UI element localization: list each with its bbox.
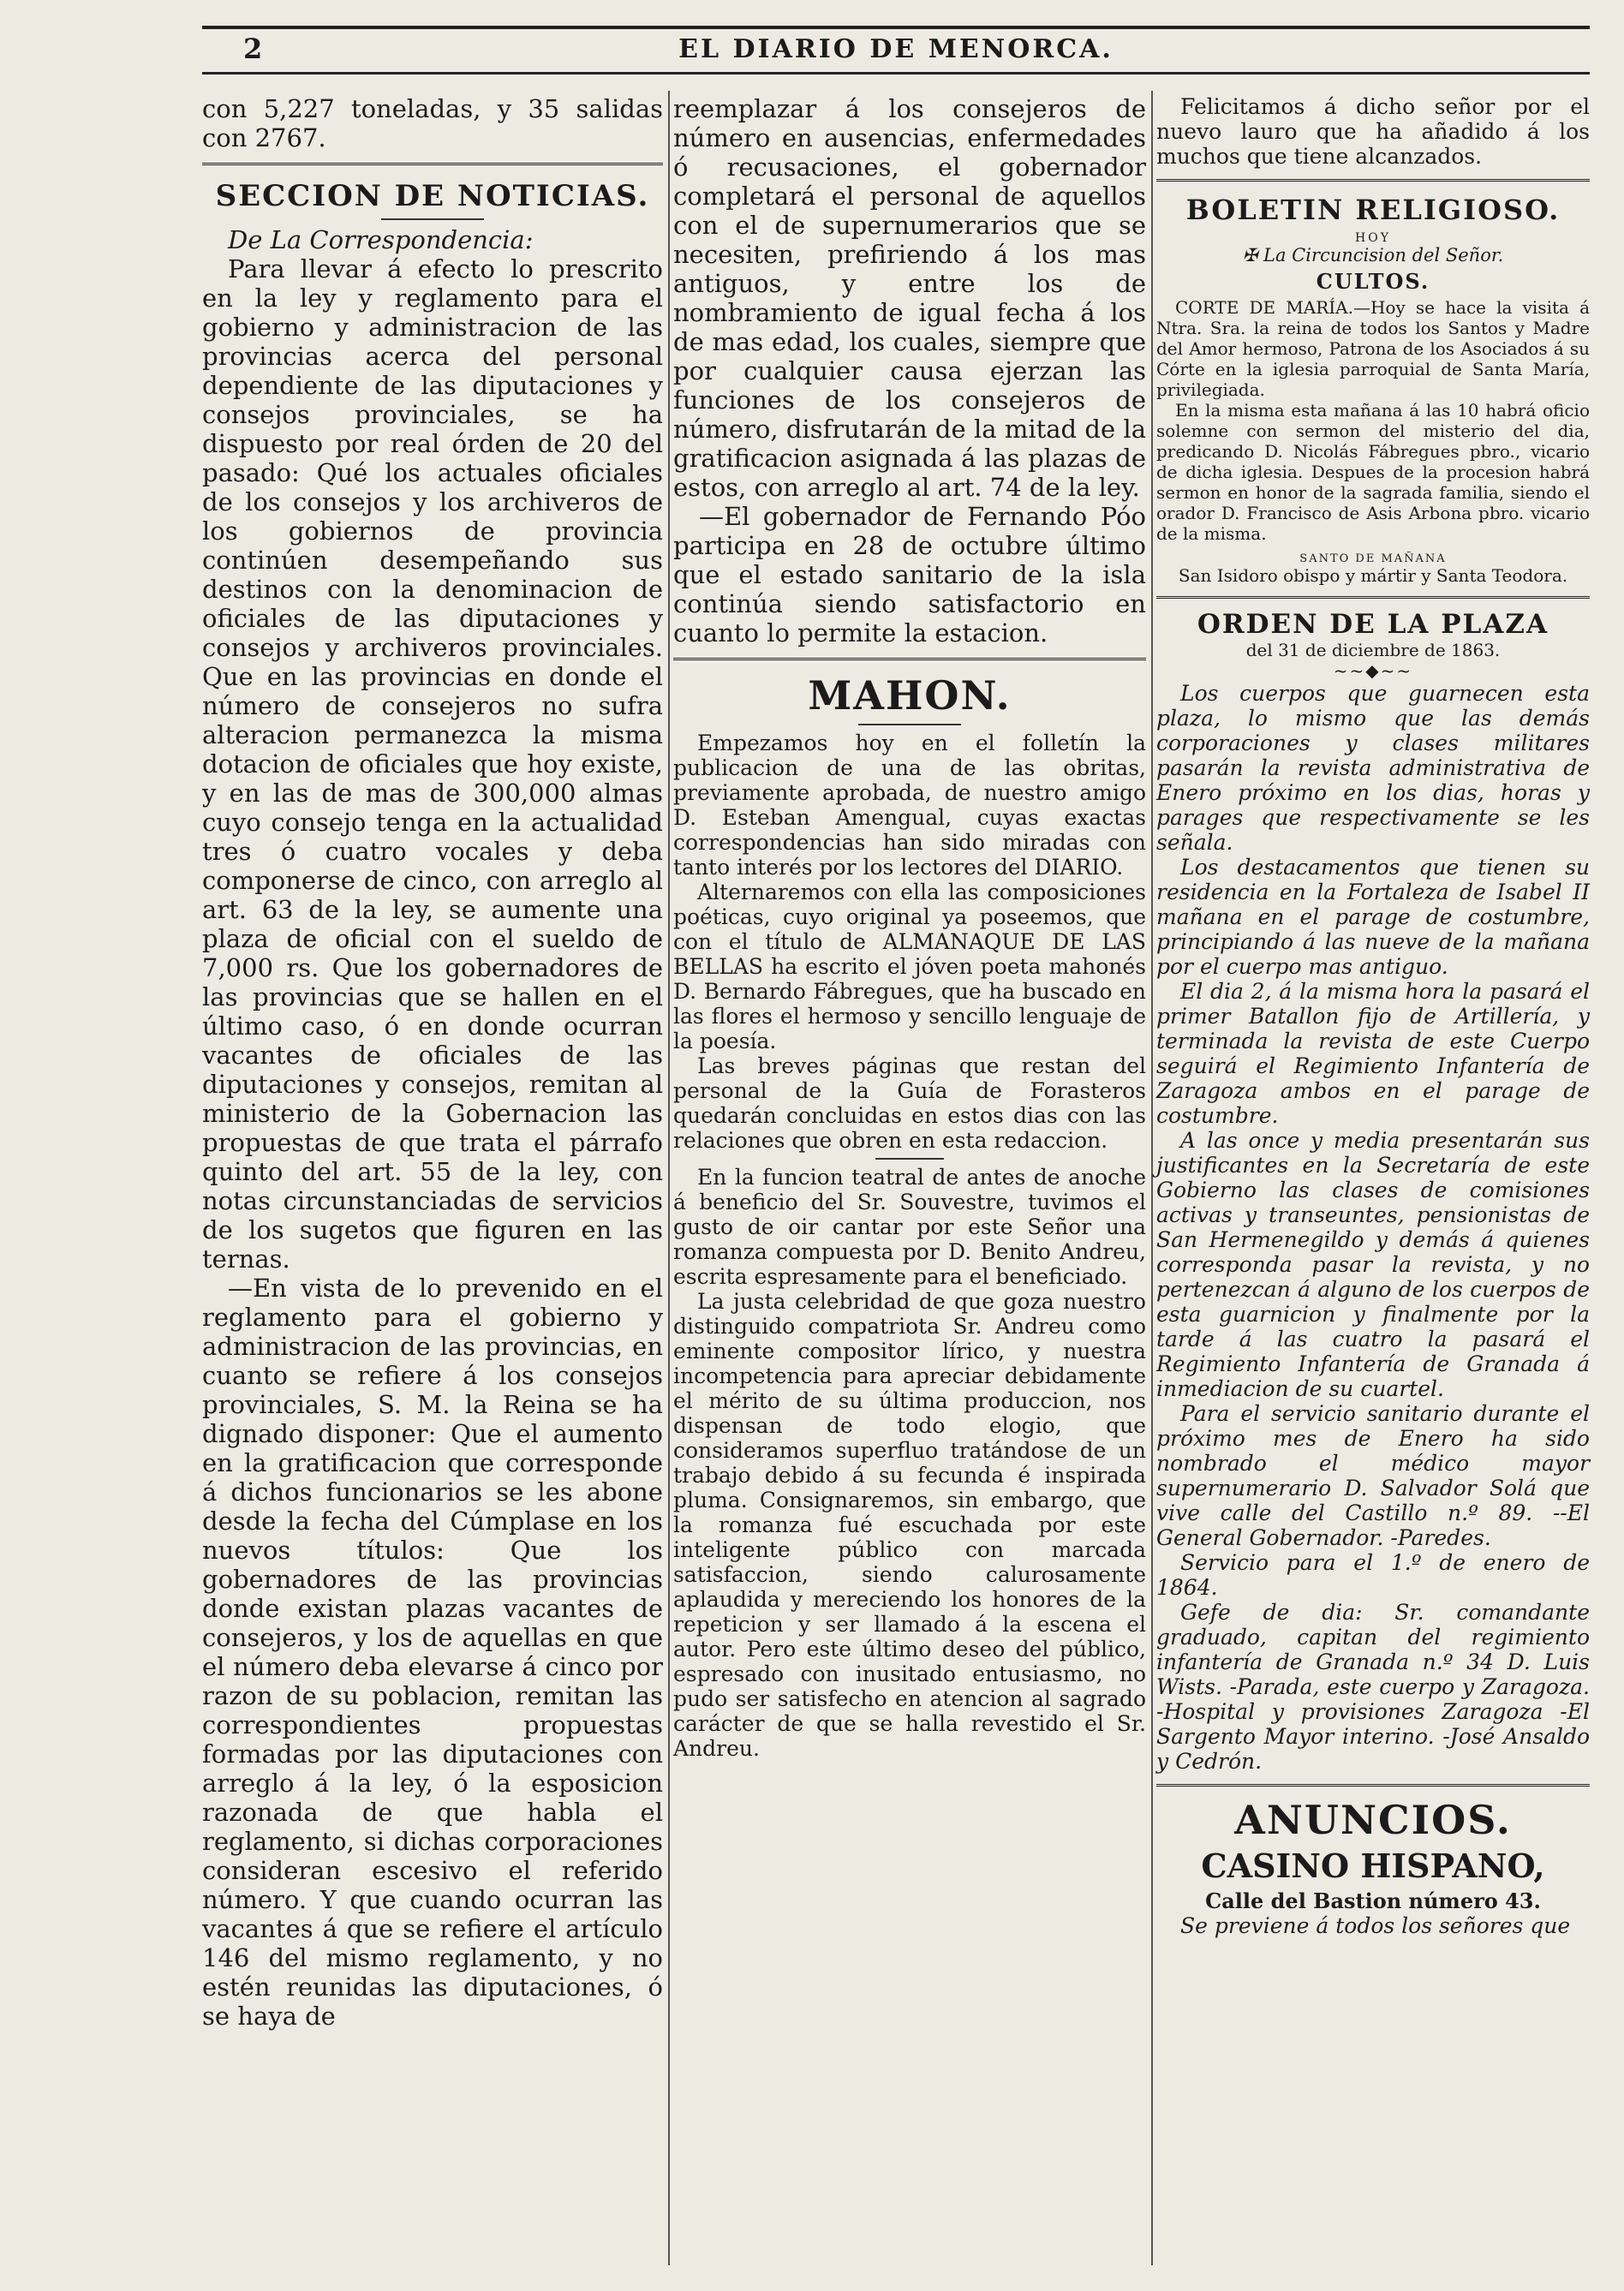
- col3-rule-1: [1156, 179, 1590, 182]
- masthead-title: EL DIARIO DE MENORCA.: [678, 34, 1114, 64]
- col2-body-bottom: [673, 731, 1146, 1761]
- page-header: [202, 15, 1590, 65]
- column-divider-1: [668, 91, 670, 2265]
- col2-paragraph-5: Las breves páginas que restan del personal de la Guía de Forasteros quedarán concluidas en estos dias con las relaciones que obren en esta redaccion.: [673, 1053, 1146, 1153]
- column-1: [202, 94, 663, 2031]
- anuncios-title: ANUNCIOS.: [1234, 1797, 1512, 1843]
- cultos-title: CULTOS.: [1316, 269, 1430, 294]
- orden-paragraph-6: Servicio para el 1.º de enero de 1864.: [1156, 1550, 1590, 1600]
- column-2: [673, 94, 1146, 1761]
- anuncio-body: [1156, 1913, 1590, 1938]
- cultos-body: [1156, 297, 1590, 544]
- orden-paragraph-4: A las once y media presentarán sus justificantes en la Secretaría de este Gobierno las clases de comisiones activas y transeuntes, pensionistas de San Hermenegildo y demás á quienes corresponda pasar la revista, y no pertenezcan á alguno de los cuerpos de esta guarnicion y finalmente por la tarde á las cuatro la pasará el Regimiento Infantería de Granada á inmediacion de su cuartel.: [1156, 1128, 1590, 1401]
- col2-rule: [673, 658, 1146, 660]
- orden-title: ORDEN DE LA PLAZA: [1197, 609, 1549, 640]
- column-3: [1156, 94, 1590, 1938]
- orden-body: [1156, 681, 1590, 1774]
- col2-paragraph-6: En la funcion teatral de antes de anoche á beneficio del Sr. Souvestre, tuvimos el gusto de oir cantar por este Señor una romanza compuesta por D. Benito Andreu, escrita espresamente para el beneficiado.: [673, 1165, 1146, 1289]
- col1-rule: [202, 163, 663, 165]
- orden-date: del 31 de diciembre de 1863.: [1245, 640, 1501, 660]
- col2-paragraph-3: Empezamos hoy en el folletín la publicacion de una de las obritas, previamente aprobada, de nuestro amigo D. Esteban Amengual, cuyas exactas correspondencias han sido miradas con tanto interés por los lectores del DIARIO.: [673, 731, 1146, 880]
- orden-paragraph-2: Los destacamentos que tienen su residencia en la Fortaleza de Isabel II mañana en el parage de costumbre, principiando á las nueve de la mañana por el cuerpo mas antiguo.: [1156, 855, 1590, 979]
- col2-paragraph-4: Alternaremos con ella las composiciones poéticas, cuyo original ya poseemos, que con el título de ALMANAQUE DE LAS BELLAS ha escrito el jóven poeta mahonés D. Bernardo Fábregues, que ha buscado en las flores el hermoso y sencillo lenguaje de la poesía.: [673, 880, 1146, 1053]
- col1-paragraph-2: —En vista de lo prevenido en el reglamento para el gobierno y administracion de las provincias, en cuanto se refiere á los consejos provinciales, S. M. la Reina se ha dignado disponer: Que el aumento en la gratificacion que corresponde á dichos funcionarios se les abone desde la fecha del Cúmplase en los nuevos títulos: Que los gobernadores de las provincias donde existan plazas vacantes de consejeros, y los de aquellas en que el número deba elevarse á cinco por razon de su poblacion, remitan las correspondientes propuestas formadas por las diputaciones con arreglo á la ley, ó la esposicion razonada de que habla el reglamento, si dichas corporaciones consideran escesivo el referido número. Y que cuando ocurran las vacantes á que se refiere el artículo 146 del mismo reglamento, y no estén reunidas las diputaciones, ó se haya de: [202, 1274, 663, 2031]
- col1-top-paragraph: con 5,227 toneladas, y 35 salidas con 2767.: [202, 94, 663, 152]
- cultos-paragraph-1: CORTE DE MARÍA.—Hoy se hace la visita á Ntra. Sra. la reina de todos los Santos y Madre del Amor hermoso, Patrona de los Asociados á su Córte en la iglesia parroquial de Santa María, privilegiada.: [1156, 297, 1590, 400]
- mahon-title: MAHON.: [808, 672, 1012, 719]
- cross-icon: ✠: [1242, 245, 1264, 265]
- col2-divider: [875, 1158, 944, 1160]
- anuncio-paragraph: Se previene á todos los señores que: [1180, 1913, 1571, 1938]
- circuncision-text: La Circuncision del Señor.: [1263, 245, 1504, 265]
- col2-paragraph-1: reemplazar á los consejeros de número en ausencias, enfermedades ó recusaciones, el gobernador completará el personal de aquellos con el de supernumerarios que se necesiten, prefiriendo á los mas antiguos, y entre los de nombramiento de igual fecha á los de mas edad, los cuales, siempre que por cualquier causa ejerzan las funciones de los consejeros de número, disfrutarán de la mitad de la gratificacion asignada á las plazas de estos, con arreglo al art. 74 de la ley.: [673, 94, 1146, 502]
- orden-paragraph-7: Gefe de dia: Sr. comandante graduado, capitan del regimiento infantería de Granada n.º 34 D. Luis Wists. -Parada, este cuerpo y Zaragoza. -Hospital y provisiones Zaragoza -El Sargento Mayor interino. -José Ansaldo y Cedrón.: [1156, 1600, 1590, 1774]
- boletin-title: BOLETIN RELIGIOSO.: [1185, 194, 1561, 226]
- page-number: 2: [243, 33, 263, 65]
- cultos-paragraph-2: En la misma esta mañana á las 10 habrá oficio solemne con sermon del misterio del dia, predicando D. Nicolás Fábregues pbro., vicario de dicha iglesia. Despues de la procesion habrá sermon en honor de la sagrada familia, siendo el orador D. Francisco de Asis Arbona pbro. vicario de la misma.: [1156, 400, 1590, 544]
- col2-paragraph-2: —El gobernador de Fernando Póo participa en 28 de octubre último que el estado sanitario de la isla continúa siendo satisfactorio en cuanto lo permite la estacion.: [673, 502, 1146, 647]
- col2-paragraph-7: La justa celebridad de que goza nuestro distinguido compatriota Sr. Andreu como eminente compositor lírico, y nuestra incompetencia para apreciar debidamente el mérito de su última produccion, nos dispensan de todo elogio, que consideramos superfluo tratándose de un trabajo debido á su fecunda é inspirada pluma. Consignaremos, sin embargo, que la romanza fué escuchada por este inteligente público con marcada satisfaccion, siendo calurosamente aplaudida y mereciendo los honores de la repeticion y ser llamado á la escena el autor. Pero este último deseo del público, espresado con inusitado entusiasmo, no pudo ser satisfecho en atencion al sagrado carácter de que se halla revestido el Sr. Andreu.: [673, 1289, 1146, 1761]
- col3-paragraph-1: Felicitamos á dicho señor por el nuevo lauro que ha añadido á los muchos que tiene alcanzados.: [1156, 94, 1590, 169]
- col2-short-rule: [858, 724, 961, 725]
- santo-text: San Isidoro obispo y mártir y Santa Teodora.: [1178, 565, 1568, 586]
- orden-paragraph-5: Para el servicio sanitario durante el próximo mes de Enero ha sido nombrado el médico mayor supernumerario D. Salvador Solá que vive calle del Castillo n.º 89. --El General Gobernador. -Paredes.: [1156, 1401, 1590, 1550]
- col1-top-text: [202, 94, 663, 152]
- seccion-noticias-title: SECCION DE NOTICIAS.: [215, 179, 650, 213]
- col3-top: [1156, 94, 1590, 169]
- orden-flourish: ~~◆~~: [1333, 660, 1413, 681]
- col1-paragraph-1: Para llevar á efecto lo prescrito en la ley y reglamento para el gobierno y administracion de las provincias acerca del personal dependiente de las diputaciones y consejos provinciales, se ha dispuesto por real órden de 20 del pasado: Qué los actuales oficiales de los consejos y los archiveros de los gobiernos de provincia continúen desempeñando sus destinos con la denominacion de oficiales de las diputaciones y consejos y archiveros provinciales. Que en las provincias en donde el número de consejeros no sufra alteracion permanezca la misma dotacion de oficiales que hoy existe, y en las de mas de 300,000 almas cuyo consejo tenga en la actualidad tres ó cuatro vocales y deba componerse de cinco, con arreglo al art. 63 de la ley, se aumente una plaza de oficial con el sueldo de 7,000 rs. Que los gobernadores de las provincias que se hallen en el último caso, ó en donde ocurran vacantes de oficiales de las diputaciones y consejos, remitan al ministerio de la Gobernacion las propuestas de que trata el párrafo quinto del art. 55 de la ley, con notas circunstanciadas de servicios de los sugetos que figuren en las ternas.: [202, 254, 663, 1274]
- col3-rule-3: [1156, 1784, 1590, 1787]
- santo-title: SANTO DE MAÑANA: [1299, 552, 1447, 565]
- header-top-rule: [202, 26, 1590, 29]
- casino-title: CASINO HISPANO,: [1201, 1847, 1545, 1885]
- source-line: De La Correspondencia:: [228, 225, 534, 254]
- orden-paragraph-3: El dia 2, á la misma hora la pasará el primer Batallon fijo de Artillería, y terminada la revista de este Cuerpo seguirá el Regimiento Infantería de Zaragoza ambos en el parage de costumbre.: [1156, 979, 1590, 1128]
- hoy-label: HOY: [1355, 231, 1391, 245]
- column-divider-2: [1151, 91, 1153, 2265]
- circuncision-line: [1156, 245, 1590, 265]
- col3-rule-2: [1156, 596, 1590, 599]
- orden-paragraph-1: Los cuerpos que guarnecen esta plaza, lo mismo que las demás corporaciones y clases militares pasarán la revista administrativa de Enero próximo en los dias, horas y parages que respectivamente se les señala.: [1156, 681, 1590, 855]
- col1-body: [202, 225, 663, 2031]
- header-bottom-rule: [202, 72, 1590, 75]
- col1-short-rule: [381, 218, 484, 220]
- col2-body-top: [673, 94, 1146, 647]
- calle-line: Calle del Bastion número 43.: [1205, 1888, 1541, 1913]
